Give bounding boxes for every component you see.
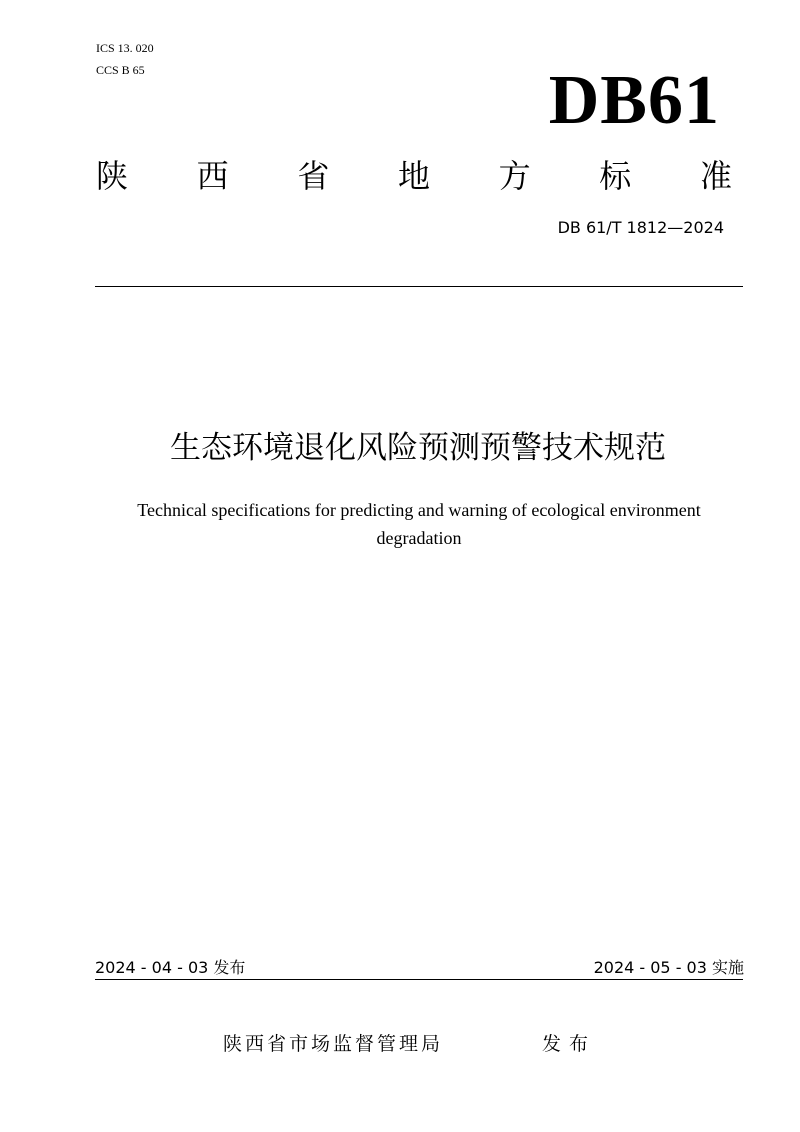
- standard-type-char: 省: [297, 157, 330, 195]
- ics-code: ICS 13. 020: [96, 41, 154, 55]
- standard-type-title: [96, 156, 732, 196]
- document-title-english: Technical specifications for predicting and warning of ecological environment degradation: [137, 500, 701, 548]
- standard-type-char: 陕: [96, 157, 129, 195]
- top-divider: [95, 286, 743, 287]
- standard-type-char: 标: [599, 157, 632, 195]
- implementation-date: 2024 - 05 - 03 实施: [593, 958, 744, 977]
- db61-logo: DB61: [548, 62, 720, 139]
- standard-type-char: 西: [196, 157, 229, 195]
- issue-date: 2024 - 04 - 03 发布: [95, 958, 246, 977]
- issuing-authority: 陕西省市场监督管理局: [223, 1033, 444, 1055]
- standard-type-char: 方: [498, 157, 531, 195]
- bottom-divider: [95, 979, 743, 980]
- ccs-code: CCS B 65: [96, 63, 145, 77]
- standard-type-char: 地: [397, 157, 430, 195]
- issue-label: 发布: [542, 1033, 597, 1055]
- document-title-chinese: 生态环境退化风险预测预警技术规范: [170, 430, 666, 466]
- standard-type-char: 准: [699, 157, 732, 195]
- standard-number: DB 61/T 1812—2024: [557, 218, 724, 237]
